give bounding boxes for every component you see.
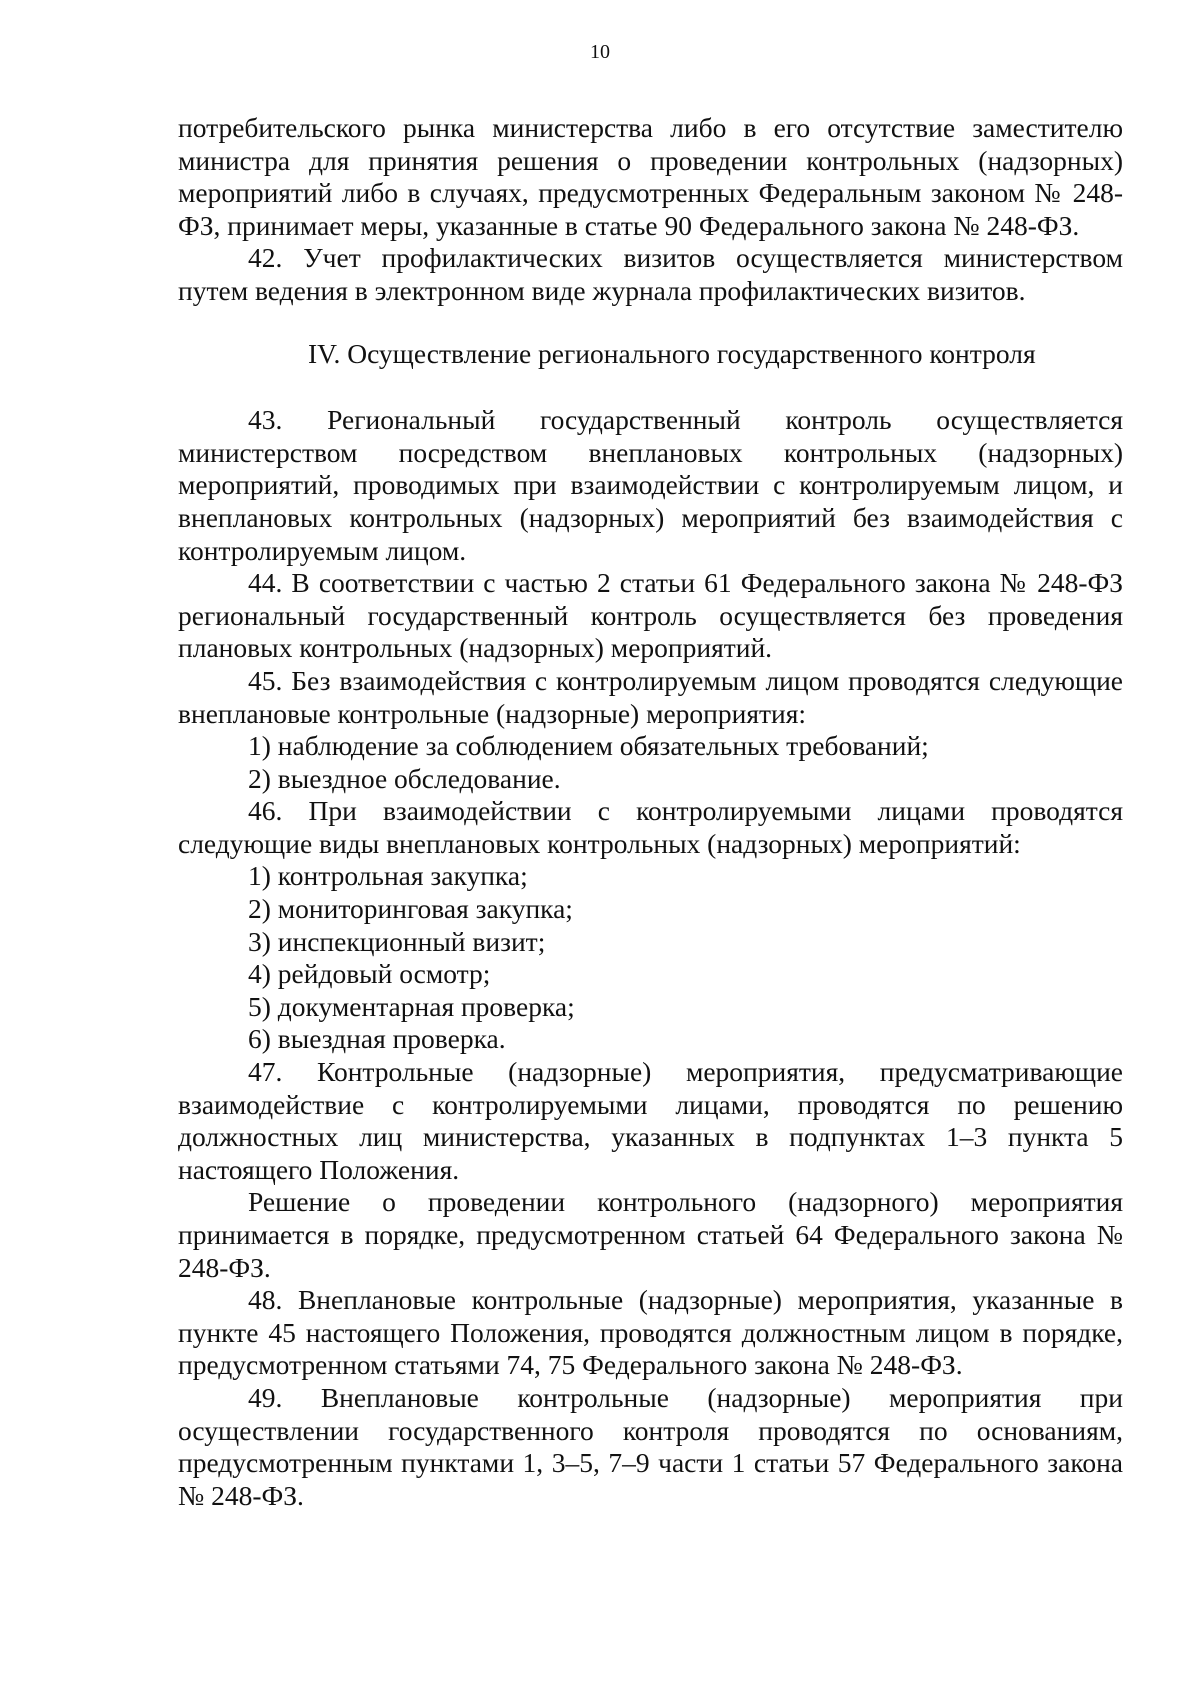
document-body [178, 112, 1123, 1512]
paragraph-46: 46. При взаимодействии с контролируемыми лицами проводятся следующие виды внеплановых контрольных (надзорных) мероприятий: [178, 795, 1123, 859]
paragraph-41-continued: потребительского рынка министерства либо в его отсутствие заместителю министра для принятия решения о проведении контрольных (надзорных) мероприятий либо в случаях, предусмотренных Федеральным законом № 248-ФЗ, принимает меры, указанные в статье 90 Федерального закона № 248-ФЗ. [178, 112, 1123, 241]
page-number: 10 [590, 41, 610, 63]
list-item: 1) наблюдение за соблюдением обязательных требований; [248, 730, 929, 762]
paragraph-49: 49. Внеплановые контрольные (надзорные) мероприятия при осуществлении государственного контроля проводятся по основаниям, предусмотренным пунктами 1, 3–5, 7–9 части 1 статьи 57 Федерального закона № 248-ФЗ. [178, 1381, 1123, 1511]
list-item: 3) инспекционный визит; [248, 925, 546, 957]
paragraph-47: 47. Контрольные (надзорные) мероприятия, предусматривающие взаимодействие с контролируемыми лицами, проводятся по решению должностных лиц министерства, указанных в подпунктах 1–3 пункта 5 настоящего Положения. [178, 1056, 1123, 1185]
paragraph-48: 48. Внеплановые контрольные (надзорные) мероприятия, указанные в пункте 45 настоящего Положения, проводятся должностным лицом в порядке, предусмотренном статьями 74, 75 Федерального закона № 248-ФЗ. [178, 1284, 1123, 1381]
list-item: 6) выездная проверка. [248, 1023, 506, 1055]
section-heading: IV. Осуществление регионального государственного контроля [308, 337, 1036, 369]
list-item: 5) документарная проверка; [248, 990, 575, 1022]
list-item: 2) мониторинговая закупка; [248, 893, 573, 925]
paragraph-42: 42. Учет профилактических визитов осуществляется министерством путем ведения в электронном виде журнала профилактических визитов. [178, 242, 1123, 306]
list-item: 2) выездное обследование. [248, 762, 561, 794]
paragraph-43: 43. Региональный государственный контроль осуществляется министерством посредством внеплановых контрольных (надзорных) мероприятий, проводимых при взаимодействии с контролируемым лицом, и внеплановых контрольных (надзорных) мероприятий без взаимодействия с контролируемым лицом. [178, 404, 1123, 566]
list-item: 4) рейдовый осмотр; [248, 958, 491, 990]
paragraph-44: 44. В соответствии с частью 2 статьи 61 Федерального закона № 248-ФЗ региональный государственный контроль осуществляется без проведения плановых контрольных (надзорных) мероприятий. [178, 567, 1123, 664]
paragraph-45: 45. Без взаимодействия с контролируемым лицом проводятся следующие внеплановые контрольные (надзорные) мероприятия: [178, 664, 1123, 729]
list-item: 1) контрольная закупка; [248, 860, 528, 892]
paragraph-47-decision: Решение о проведении контрольного (надзорного) мероприятия принимается в порядке, предусмотренном статьей 64 Федерального закона № 248-ФЗ. [178, 1186, 1123, 1283]
